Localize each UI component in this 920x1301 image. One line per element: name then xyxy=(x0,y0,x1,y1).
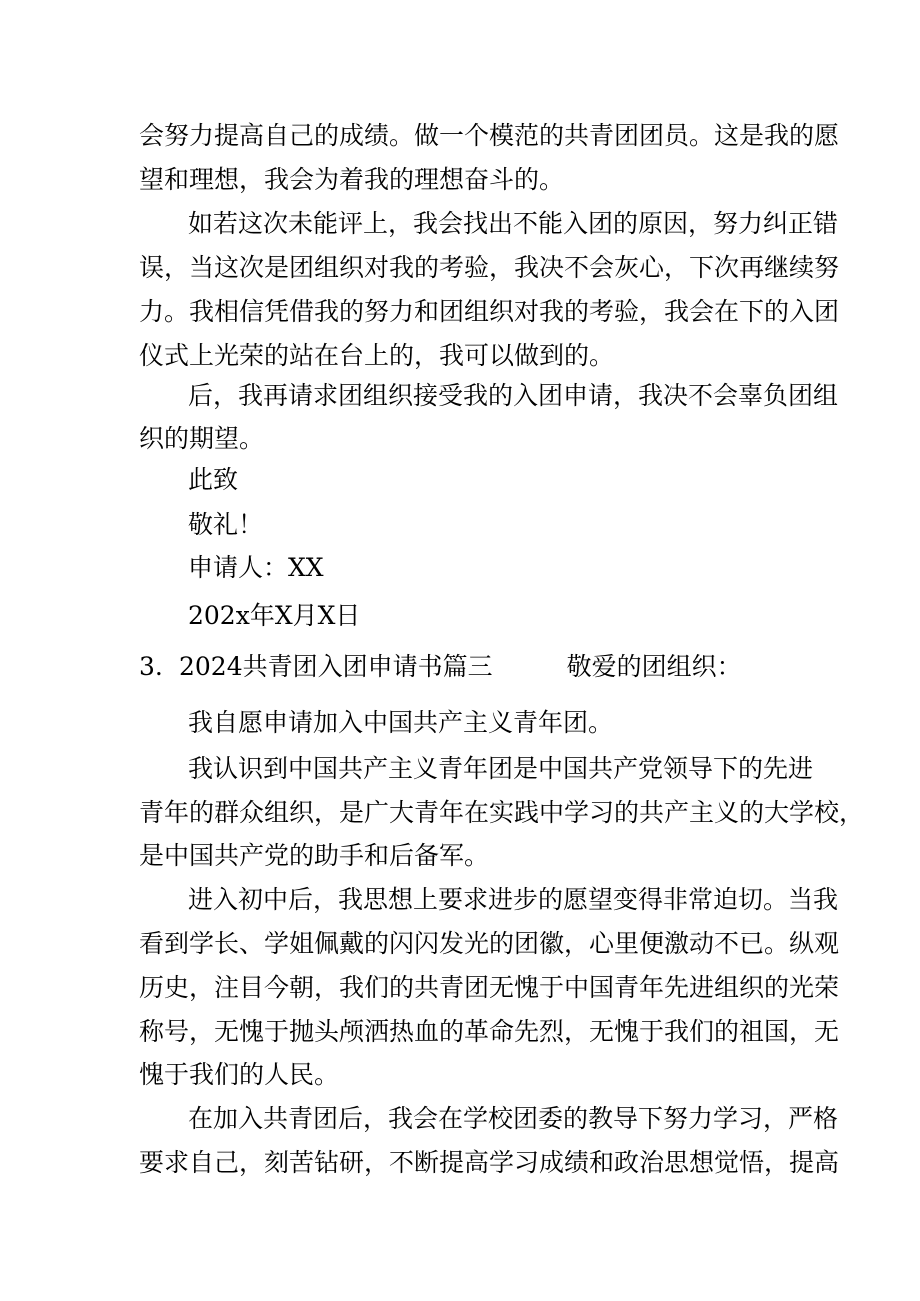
text-line: 看到学长、学姐佩戴的闪闪发光的团徽，心里便激动不已。纵观 xyxy=(139,929,840,958)
applicant-signature: 申请人：XX xyxy=(188,553,324,582)
closing-respect: 敬礼！ xyxy=(188,510,264,539)
text-line: 历史，注目今朝，我们的共青团无愧于中国青年先进组织的光荣 xyxy=(139,973,840,1002)
text-line: 仪式上光荣的站在台上的，我可以做到的。 xyxy=(139,341,615,370)
text-line: 进入初中后，我思想上要求进步的愿望变得非常迫切。当我 xyxy=(188,885,839,914)
letter-greeting: 敬爱的团组织： xyxy=(566,652,742,681)
text-line: 在加入共青团后，我会在学校团委的教导下努力学习，严格 xyxy=(188,1104,839,1133)
section-heading xyxy=(139,649,742,685)
text-line: 要求自己，刻苦钻研，不断提高学习成绩和政治思想觉悟，提高 xyxy=(139,1148,840,1177)
text-line: 望和理想，我会为着我的理想奋斗的。 xyxy=(139,165,565,194)
section-title: 2024共青团入团申请书篇三 xyxy=(179,652,493,681)
section-number: 3. xyxy=(139,652,163,681)
text-line: 力。我相信凭借我的努力和团组织对我的考验，我会在下的入团 xyxy=(139,297,840,326)
text-line: 误，当这次是团组织对我的考验，我决不会灰心，下次再继续努 xyxy=(139,253,840,282)
closing-salutation: 此致 xyxy=(188,465,239,494)
signature-date: 202x年X月X日 xyxy=(188,601,361,630)
text-line: 我认识到中国共产主义青年团是中国共产党领导下的先进 xyxy=(188,754,814,783)
text-line: 青年的群众组织，是广大青年在实践中学习的共产主义的大学校， xyxy=(139,798,865,827)
text-line: 如若这次未能评上，我会找出不能入团的原因，努力纠正错 xyxy=(188,209,839,238)
text-line: 是中国共产党的助手和后备军。 xyxy=(139,841,490,870)
text-line: 愧于我们的人民。 xyxy=(139,1060,340,1089)
text-line: 会努力提高自己的成绩。做一个模范的共青团团员。这是我的愿 xyxy=(139,121,840,150)
text-line: 织的期望。 xyxy=(139,424,265,453)
text-line: 称号，无愧于抛头颅洒热血的革命先烈，无愧于我们的祖国，无 xyxy=(139,1017,840,1046)
text-line: 我自愿申请加入中国共产主义青年团。 xyxy=(188,708,614,737)
text-line: 后，我再请求团组织接受我的入团申请，我决不会辜负团组 xyxy=(188,381,839,410)
